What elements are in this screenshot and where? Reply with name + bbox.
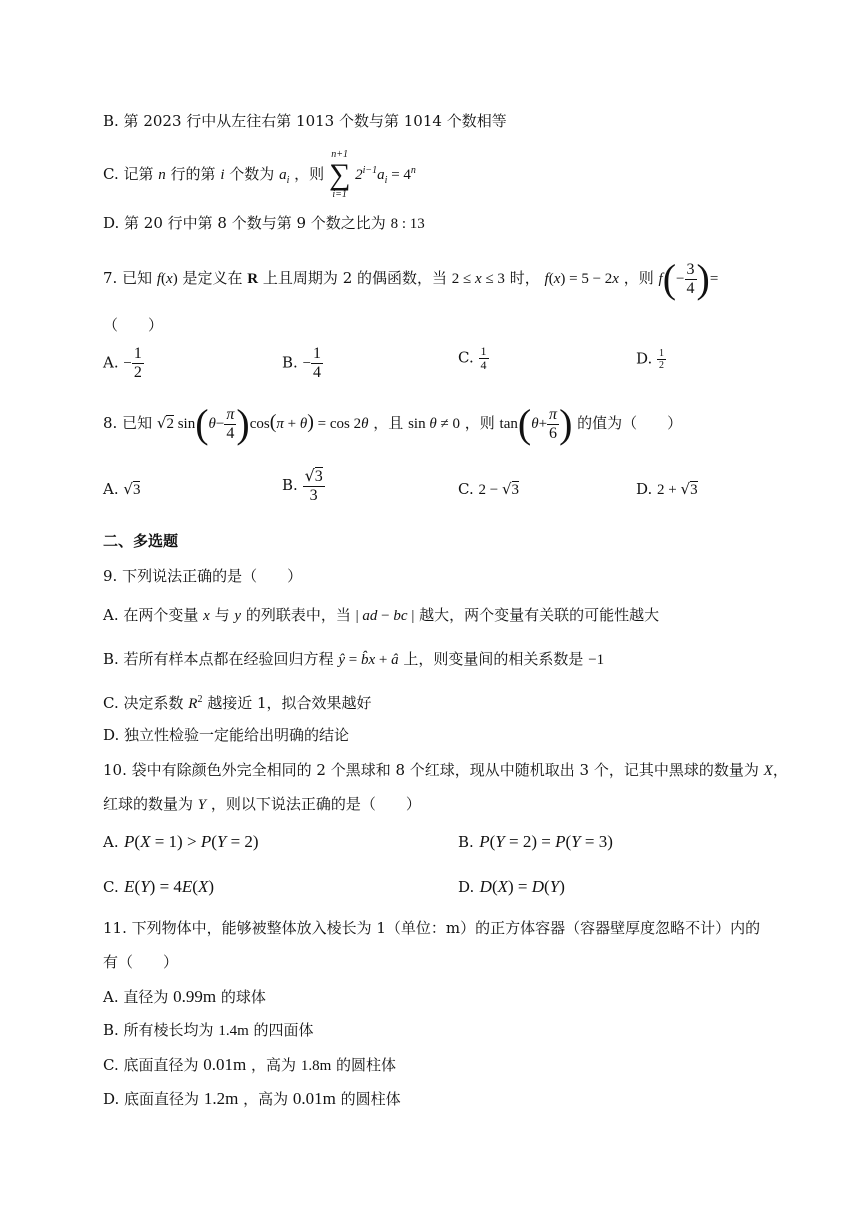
q11-c-2: ，高为 (251, 1056, 297, 1074)
q11-c-1: C. 底面直径为 (103, 1056, 199, 1074)
q7-interval: 2 ≤ x ≤ 3 (451, 271, 505, 287)
q6-option-b: B. 第 2023 行中从左往右第 1013 个数与第 1014 个数相等 (103, 112, 507, 130)
q6-c-text3: 个数为 (229, 165, 275, 183)
q11-b-2: 的四面体 (253, 1021, 314, 1039)
var-x: x (203, 608, 210, 624)
q11-d-2: ，高为 (243, 1090, 289, 1108)
q7-stem-2: 是定义在 (182, 269, 243, 287)
q8-option-a (103, 480, 140, 499)
q9-c-2: 越接近 1，拟合效果越好 (207, 694, 372, 712)
q10-a-label: A. (103, 833, 119, 851)
q6-c-text4: ，则 (294, 165, 325, 183)
q7-def: f(x) = 5 − 2x (544, 271, 619, 287)
q8-stem (103, 398, 682, 446)
q9-option-a (103, 605, 659, 626)
q10-d-expr: D(X) = D(Y) (479, 877, 565, 896)
q11-d-3: 的圆柱体 (340, 1090, 401, 1108)
q6-c-text: C. 记第 (103, 165, 154, 183)
r-squared: $R^2$ (188, 694, 203, 712)
q8-option-d (636, 480, 698, 499)
fraction: $\frac{1}{2}$ (133, 345, 142, 381)
sigma-symbol: ∑ (328, 158, 351, 191)
q7-option-a (103, 345, 144, 382)
left-paren: ( (195, 401, 209, 446)
q9-a-4: 越大，两个变量有关联的可能性越大 (419, 606, 660, 624)
q7-query: f (658, 271, 663, 287)
q11-c-3: 的圆柱体 (336, 1056, 397, 1074)
sum-top: n+1 (331, 149, 349, 160)
q9-option-c (103, 690, 372, 714)
q10-stem-line1: 10. 袋中有除颜色外完全相同的 2 个黑球和 8 个红球，现从中随机取出 3 个，记其中黑球的数量为 X， (103, 761, 788, 779)
var-X: X (763, 763, 773, 779)
q7-stem-3: 上且周期为 2 的偶函数，当 (262, 269, 448, 287)
q10-stem-1: 10. 袋中有除颜色外完全相同的 2 个黑球和 8 个红球，现从中随机取出 3 个，记其中黑球的数量为 (103, 761, 759, 779)
q7-stem-5: ，则 (623, 269, 654, 287)
q6-option-c (103, 149, 416, 200)
q11-c-val: 0.01m (203, 1055, 247, 1074)
q8-option-b (282, 467, 325, 505)
q6-c-n: n (158, 167, 166, 183)
q7-paren: （ ） (103, 316, 164, 334)
q11-option-d (103, 1089, 401, 1109)
q7-option-b (282, 345, 323, 382)
fraction-sqrt3-3: $\frac{√3}{3}$ (304, 466, 323, 504)
q7-b-label: B. (282, 353, 298, 372)
equals-sign: = (709, 271, 719, 287)
q8-b-label: B. (282, 476, 298, 494)
q9-b-1: B. 若所有样本点都在经验回归方程 (103, 650, 334, 668)
q8-a-value: √3 (123, 480, 141, 498)
q11-option-b (103, 1020, 314, 1041)
left-paren: ( (517, 401, 532, 446)
q6-c-i: i (220, 167, 225, 183)
q9-option-b (103, 649, 604, 670)
q9-b-2: 上，则变量间的相关系数是 (403, 650, 584, 668)
fraction-3-4: $\frac{3}{4}$ (686, 260, 695, 297)
theta: θ (208, 416, 216, 432)
q7-stem (103, 256, 718, 300)
q10-option-b (458, 832, 613, 852)
q11-stem-line1: 11. 下列物体中，能够被整体放入棱长为 1（单位：m）的正方体容器（容器壁厚度忽略不计）内的 (103, 919, 761, 937)
q9-a-expr: | ad − bc | (355, 608, 415, 624)
q8-stem-4: 的值为（ ） (577, 414, 683, 432)
q7-stem-4: 时， (509, 269, 540, 287)
q6-d-ratio: 8 : 13 (390, 216, 425, 232)
q11-a-1: A. 直径为 (103, 988, 169, 1006)
fraction-pi-4: $\frac{\pi}{4}$ (226, 405, 235, 442)
q10-c-label: C. (103, 878, 119, 896)
q10-stem-line2 (103, 794, 421, 815)
q8-stem-2: ，且 (373, 414, 404, 432)
q8-option-c (458, 480, 519, 499)
right-paren: ) (696, 256, 710, 301)
q11-b-1: B. 所有棱长均为 (103, 1021, 214, 1039)
sum-bot: i=1 (332, 189, 347, 200)
q7-option-c (458, 345, 489, 372)
q8-stem-1: 8. 已知 (103, 414, 153, 432)
q8-a-label: A. (103, 480, 119, 498)
q8-c-label: C. (458, 480, 474, 498)
q6-d-text: D. 第 20 行中第 8 个数与第 9 个数之比为 (103, 214, 386, 232)
q10-option-a (103, 832, 259, 852)
q11-a-val: 0.99m (173, 987, 217, 1006)
q11-d-1: D. 底面直径为 (103, 1090, 200, 1108)
q10-a-expr: P(X = 1) > P(Y = 2) (124, 832, 259, 851)
fraction: $\frac{1}{2}$ (659, 348, 665, 371)
q9-b-val: −1 (588, 652, 605, 668)
plus-sign: + (538, 416, 548, 432)
var-Y: Y (197, 797, 207, 813)
q6-c-expr: $2^{i-1}a_i = 4^n$ (355, 165, 416, 186)
q11-c-val2: 1.8m (300, 1058, 332, 1074)
q10-stem-2: 红球的数量为 (103, 795, 194, 813)
q7-stem-1: 7. 已知 (103, 269, 153, 287)
left-paren: ( (662, 256, 677, 301)
q7-a-label: A. (103, 353, 119, 372)
q10-d-label: D. (458, 878, 475, 896)
q10-option-c (103, 877, 214, 897)
q7-fx: f(x) (156, 271, 178, 287)
q6-c-sum (329, 150, 350, 200)
fraction-pi-6: $\frac{\pi}{6}$ (549, 405, 558, 442)
q11-option-c (103, 1055, 396, 1076)
right-paren: ) (236, 401, 250, 446)
q11-d-val: 1.2m (203, 1089, 239, 1108)
q6-c-ai: $a_i$ (279, 167, 290, 186)
q7-real-set: R (247, 271, 259, 287)
q9-a-1: A. 在两个变量 (103, 606, 199, 624)
q11-a-2: 的球体 (220, 988, 266, 1006)
q11-b-val: 1.4m (218, 1023, 249, 1039)
q10-b-label: B. (458, 833, 474, 851)
q8-stem-3: ，则 (464, 414, 495, 432)
q11-stem-line2: 有（ ） (103, 953, 179, 971)
q8-d-value: 2 + √3 (657, 480, 698, 498)
q11-d-val2: 0.01m (292, 1089, 336, 1108)
q10-c-expr: E(Y) = 4E(X) (124, 877, 215, 896)
q9-c-1: C. 决定系数 (103, 694, 184, 712)
q11-option-a (103, 987, 266, 1007)
q6-c-text2: 行的第 (170, 165, 216, 183)
q8-c-value: 2 − √3 (478, 480, 520, 498)
fraction: $\frac{1}{4}$ (313, 345, 322, 381)
q7-c-label: C. (458, 348, 474, 367)
q8-tan: tan (499, 416, 518, 432)
theta: θ (531, 416, 539, 432)
minus-sign: − (123, 355, 132, 372)
minus-sign: − (676, 271, 685, 287)
q9-option-d: D. 独立性检验一定能给出明确的结论 (103, 726, 350, 744)
q10-b-expr: P(Y = 2) = P(Y = 3) (479, 832, 613, 851)
q8-cond: sin θ ≠ 0 (408, 416, 460, 432)
q7-option-d (636, 348, 666, 371)
q9-stem: 9. 下列说法正确的是（ ） (103, 567, 303, 585)
section-title: 二、多选题 (103, 532, 179, 550)
q7-d-label: D. (636, 349, 653, 368)
q10-option-d (458, 877, 565, 897)
fraction: $\frac{1}{4}$ (480, 344, 487, 372)
q6-option-d (103, 213, 425, 234)
q9-a-3: 的列联表中，当 (245, 606, 351, 624)
q9-b-eq: ŷ = b̂x + â (338, 652, 399, 668)
q8-cos: cos(π + θ) = cos 2θ (249, 411, 369, 433)
right-paren: ) (559, 401, 573, 446)
q9-a-2: 与 (214, 606, 230, 624)
q8-d-label: D. (636, 480, 653, 498)
q10-stem-3: ，则以下说法正确的是（ ） (210, 795, 421, 813)
var-y: y (234, 608, 242, 624)
q8-lhs: √2 sin (156, 414, 196, 432)
minus-sign: − (215, 416, 225, 432)
minus-sign: − (302, 355, 312, 372)
